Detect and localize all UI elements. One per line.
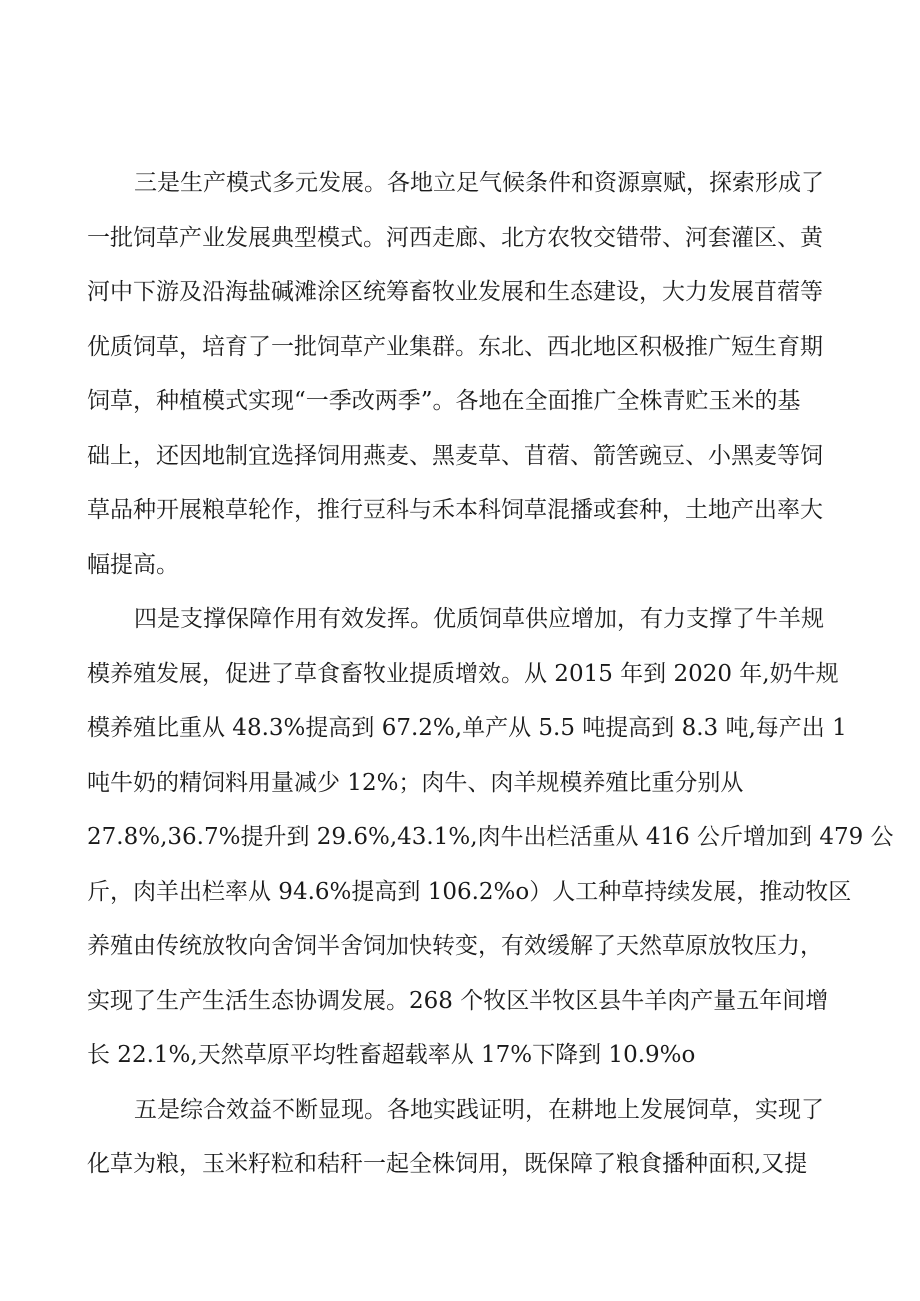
text-line: 饲草，种植模式实现“一季改两季”。各地在全面推广全株青贮玉米的基 (87, 388, 801, 414)
text-line: 养殖由传统放牧向舍饲半舍饲加快转变，有效缓解了天然草原放牧压力， (87, 933, 823, 959)
text-line: 五是综合效益不断显现。各地实践证明，在耕地上发展饲草，实现了 (134, 1097, 824, 1123)
text-line: 吨牛奶的精饲料用量减少 12%；肉牛、肉羊规模养殖比重分别从 (87, 770, 744, 796)
text-line: 河中下游及沿海盐碱滩涂区统筹畜牧业发展和生态建设，大力发展苜蓿等 (87, 279, 823, 305)
text-line: 一批饲草产业发展典型模式。河西走廊、北方农牧交错带、河套灌区、黄 (87, 225, 823, 251)
text-line: 础上，还因地制宜选择饲用燕麦、黑麦草、苜蓿、箭筈豌豆、小黑麦等饲 (87, 443, 823, 469)
text-line: 实现了生产生活生态协调发展。268 个牧区半牧区县牛羊肉产量五年间增 (87, 988, 829, 1014)
text-line: 化草为粮，玉米籽粒和秸秆一起全株饲用，既保障了粮食播种面积,又提 (87, 1151, 808, 1177)
text-line: 27.8%,36.7%提升到 29.6%,43.1%,肉牛出栏活重从 416 公斤增加到 479 公 (87, 824, 894, 850)
text-line: 模养殖比重从 48.3%提高到 67.2%,单产从 5.5 吨提高到 8.3 吨,每产出 1 (87, 715, 847, 741)
text-line: 优质饲草，培育了一批饲草产业集群。东北、西北地区积极推广短生育期 (87, 334, 823, 360)
text-line: 模养殖发展，促进了草食畜牧业提质增效。从 2015 年到 2020 年,奶牛规 (87, 661, 839, 687)
text-line: 幅提高。 (87, 552, 179, 578)
text-line: 斤，肉羊出栏率从 94.6%提高到 106.2%o）人工种草持续发展，推动牧区 (87, 879, 852, 905)
text-line: 三是生产模式多元发展。各地立足气候条件和资源禀赋，探索形成了 (134, 170, 824, 196)
text-line: 四是支撑保障作用有效发挥。优质饲草供应增加，有力支撑了牛羊规 (134, 606, 824, 632)
text-line: 草品种开展粮草轮作，推行豆科与禾本科饲草混播或套种，土地产出率大 (87, 497, 823, 523)
text-line: 长 22.1%,天然草原平均牲畜超载率从 17%下降到 10.9%o (87, 1042, 696, 1068)
